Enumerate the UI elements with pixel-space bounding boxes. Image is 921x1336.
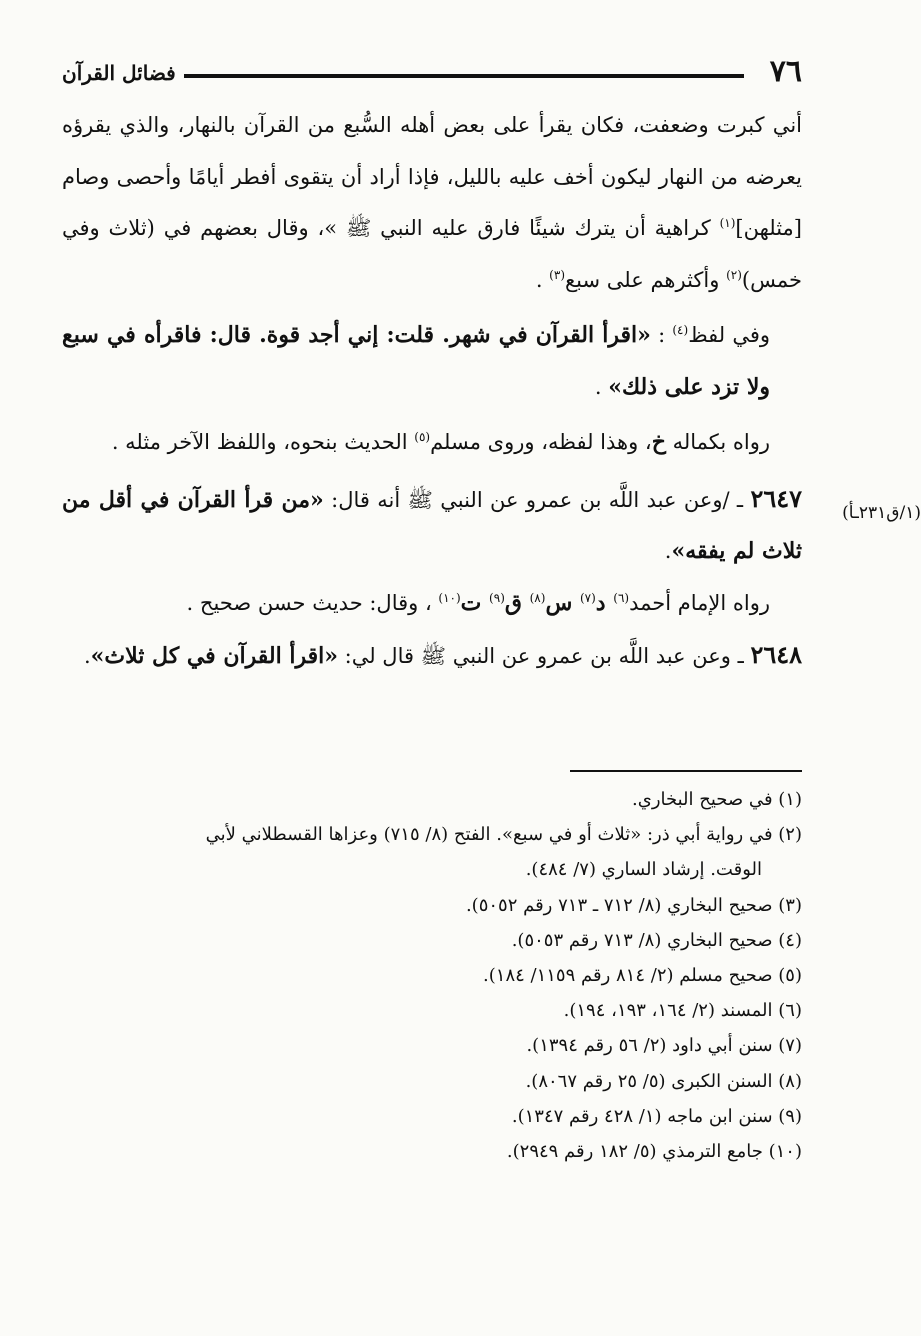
source-symbol: د: [595, 589, 614, 616]
hadith-number: ٢٦٤٨: [750, 640, 802, 669]
text-run: .: [594, 374, 609, 399]
text-run: رواه بكماله: [665, 430, 770, 454]
footnote-2-continued: الوقت. إرشاد الساري (٧/ ٤٨٤).: [525, 859, 762, 881]
footnote-2: (٢) في رواية أبي ذر: «ثلاث أو في سبع». الفتح (٨/ ٧١٥) وعزاها القسطلاني لأبي: [205, 824, 802, 846]
footnote-3: (٣) صحيح البخاري (٨/ ٧١٢ ـ ٧١٣ رقم ٥٠٥٢).: [465, 894, 802, 916]
hadith-2647: [62, 473, 802, 578]
footnote-1: (١) في صحيح البخاري.: [632, 789, 802, 810]
text-run: ، وهذا لفظه، وروى مسلم: [430, 430, 652, 454]
footnote-10: (١٠) جامع الترمذي (٥/ ١٨٢ رقم ٢٩٤٩).: [506, 1141, 802, 1163]
text-run: ـ /وعن عبد اللَّه بن عمرو عن النبي ﷺ أنه قال:: [323, 487, 751, 512]
footnote-ref: (٤): [672, 323, 689, 337]
hadith-quote: «من قرأ القرآن في أقل من ثلاث لم يفقه»: [62, 486, 802, 564]
footnote-ref: (١٠): [438, 590, 461, 605]
paragraph-2: [62, 310, 802, 413]
text-run: الحديث بنحوه، واللفظ الآخر مثله .: [111, 430, 415, 454]
hadith-quote: «اقرأ القرآن في شهر: [449, 322, 651, 348]
running-title: فضائل القرآن: [62, 61, 176, 85]
hadith-quote: «اقرأ القرآن في كل ثلاث»: [90, 643, 338, 669]
paragraph-1: [62, 100, 802, 306]
footnote-ref: (٩): [489, 590, 505, 605]
footnote-7: (٧) سنن أبي داود (٢/ ٥٦ رقم ١٣٩٤).: [526, 1035, 802, 1057]
source-symbol: خ: [651, 429, 666, 455]
footnote-9: (٩) سنن ابن ماجه (١/ ٤٢٨ رقم ١٣٤٧).: [511, 1105, 802, 1127]
hadith-quote: . قلت: إني أجد قوة. قال:: [201, 322, 450, 348]
footnote-ref: (٣): [549, 267, 565, 282]
main-text: [62, 100, 802, 683]
footnote-ref: (٢): [726, 267, 742, 282]
hadith-number: ٢٦٤٧: [750, 483, 802, 513]
footnote-ref: (٦): [613, 590, 630, 605]
footnote-ref: (٥): [414, 430, 431, 444]
text-run: وأكثرهم على سبع: [565, 267, 727, 292]
text-run: أني كبرت وضعفت، فكان يقرأ على بعض أهله السُّبع من القرآن بالنهار، والذي يقرؤه يعرضه من النهار ليكون أخف عليه بالليل، فإذا أراد أن يتقوى أفطر أيامًا وأحصى وصام [مثلهن]: [62, 113, 802, 240]
text-run: .: [664, 539, 672, 563]
source-symbol: ت: [460, 589, 490, 616]
footnote-ref: (٧): [579, 590, 596, 605]
source-symbol: س: [545, 589, 580, 616]
text-run: ، وقال: حديث حسن صحيح .: [186, 590, 439, 615]
footnote-ref: (١): [719, 216, 736, 230]
text-run: كراهية أن يترك شيئًا فارق عليه النبي ﷺ »، وقال بعضهم في (ثلاث وفي خمس): [62, 216, 802, 292]
page-header: [62, 52, 802, 92]
text-run: .: [535, 267, 550, 292]
footnote-4: (٤) صحيح البخاري (٨/ ٧١٣ رقم ٥٠٥٣).: [511, 929, 802, 951]
header-rule: [184, 74, 744, 78]
footnotes: [62, 782, 802, 1169]
text-run: :: [650, 323, 673, 347]
footnote-6: (٦) المسند (٢/ ١٦٤، ١٩٣، ١٩٤).: [563, 1000, 802, 1022]
hadith-quote: فاقرأه في سبع ولا تزد على ذلك»: [62, 322, 770, 400]
hadith-2648: [62, 629, 802, 683]
paragraph-3: [62, 417, 802, 469]
text-run: ـ وعن عبد اللَّه بن عمرو عن النبي ﷺ قال لي:: [337, 644, 751, 668]
footnote-separator: [570, 770, 802, 772]
hadith-2647-narration: [62, 578, 802, 630]
manuscript-reference: (١/ق٢٣١ـأ): [842, 503, 921, 523]
footnote-5: (٥) صحيح مسلم (٢/ ٨١٤ رقم ١١٥٩/ ١٨٤).: [483, 965, 802, 987]
text-run: رواه الإمام أحمد: [629, 590, 770, 615]
page-number: ٧٦: [769, 54, 802, 89]
footnote-ref: (٨): [529, 590, 546, 605]
text-run: وفي لفظ: [688, 323, 771, 347]
text-run: .: [83, 644, 91, 668]
footnote-8: (٨) السنن الكبرى (٥/ ٢٥ رقم ٨٠٦٧).: [525, 1070, 802, 1092]
source-symbol: ق: [504, 589, 530, 616]
